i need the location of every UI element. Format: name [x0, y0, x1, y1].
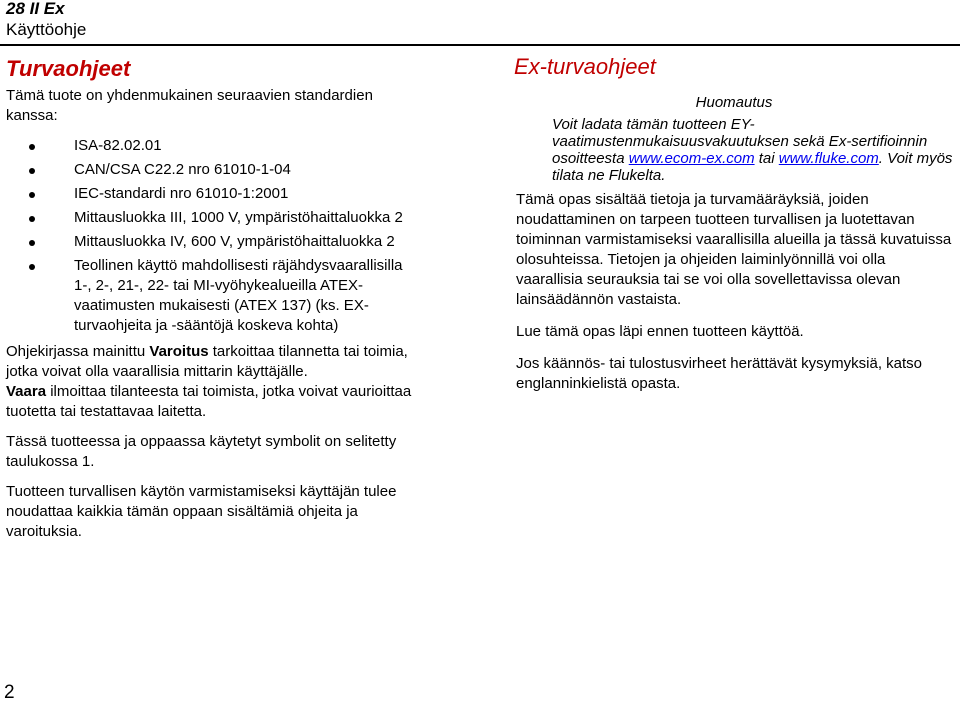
header-subtitle: Käyttöohje [6, 20, 87, 39]
fluke-link[interactable]: www.fluke.com [778, 150, 879, 167]
list-item: CAN/CSA C22.2 nro 61010-1-04 [6, 160, 424, 180]
bullet-icon [29, 192, 35, 198]
standards-intro: Tämä tuote on yhdenmukainen seuraavien standardien kanssa: [6, 87, 373, 124]
caution-term: Vaara [6, 383, 47, 400]
note-title: Huomautus [695, 94, 773, 111]
safe-use-paragraph: Tuotteen turvallisen käytön varmistamiseksi käyttäjän tulee noudattaa kaikkia tämän oppaan sisältämiä ohjeita ja varoituksia. [6, 483, 397, 540]
symbols-paragraph: Tässä tuotteessa ja oppaassa käytetyt symbolit on selitetty taulukossa 1. [6, 433, 397, 470]
note-body: Voit ladata tämän tuotteen EY-vaatimustenmukaisuusvakuutuksen sekä Ex-sertifioinnin osoitteesta www.ecom-ex.com tai www.fluke.com. Voit myös tilata ne Flukelta. [552, 116, 953, 184]
ecom-ex-link[interactable]: www.ecom-ex.com [628, 150, 755, 167]
page-number: 2 [4, 682, 15, 703]
ex-info-paragraph: Tämä opas sisältää tietoja ja turvamääräyksiä, joiden noudattaminen on tarpeen tuotteen turvallisen ja luotettavan toiminnan varmistamiseksi vaarallisilla alueilla ja tässä kuvatuissa olosuhteissa. Tietojen ja ohjeiden laiminlyönnillä voi olla vaarallisia seurauksia tai se voi olla sovellettavissa olevan lainsäädännön vastaista. [516, 191, 952, 308]
bullet-icon [29, 264, 35, 270]
list-item: Teollinen käyttö mahdollisesti räjähdysvaarallisilla 1-, 2-, 21-, 22- tai MI-vyöhykealueilla ATEX-vaatimusten mukaisesti (ATEX 137) (ks. EX-turvaohjeita ja -sääntöjä koskeva kohta) [6, 256, 424, 336]
bullet-icon [29, 240, 35, 246]
header-rule [0, 44, 960, 46]
list-item: ISA-82.02.01 [6, 136, 424, 156]
bullet-icon [29, 144, 35, 150]
bullet-icon [29, 168, 35, 174]
safety-title: Turvaohjeet [6, 56, 131, 81]
list-item: Mittausluokka IV, 600 V, ympäristöhaittaluokka 2 [6, 232, 424, 252]
read-guide-paragraph: Lue tämä opas läpi ennen tuotteen käyttöä. [516, 323, 804, 340]
warning-term: Varoitus [149, 343, 209, 360]
page-header [6, 0, 86, 40]
warning-paragraph: Ohjekirjassa mainittu Varoitus tarkoittaa tilannetta tai toimia, jotka voivat olla vaarallisia mittarin käyttäjälle. Vaara ilmoittaa tilanteesta tai toimista, jotka voivat vaurioittaa tuotetta tai testattavaa laitetta. [6, 343, 412, 420]
translation-paragraph: Jos käännös- tai tulostusvirheet herättävät kysymyksiä, katso englanninkielistä opasta. [516, 355, 923, 392]
list-item: Mittausluokka III, 1000 V, ympäristöhaittaluokka 2 [6, 208, 424, 228]
bullet-icon [29, 216, 35, 222]
right-column [514, 54, 954, 394]
standards-list [6, 136, 424, 336]
list-item: IEC-standardi nro 61010-1:2001 [6, 184, 424, 204]
left-column [6, 54, 424, 542]
ex-safety-title: Ex-turvaohjeet [514, 54, 656, 79]
header-model: 28 II Ex [6, 0, 65, 18]
